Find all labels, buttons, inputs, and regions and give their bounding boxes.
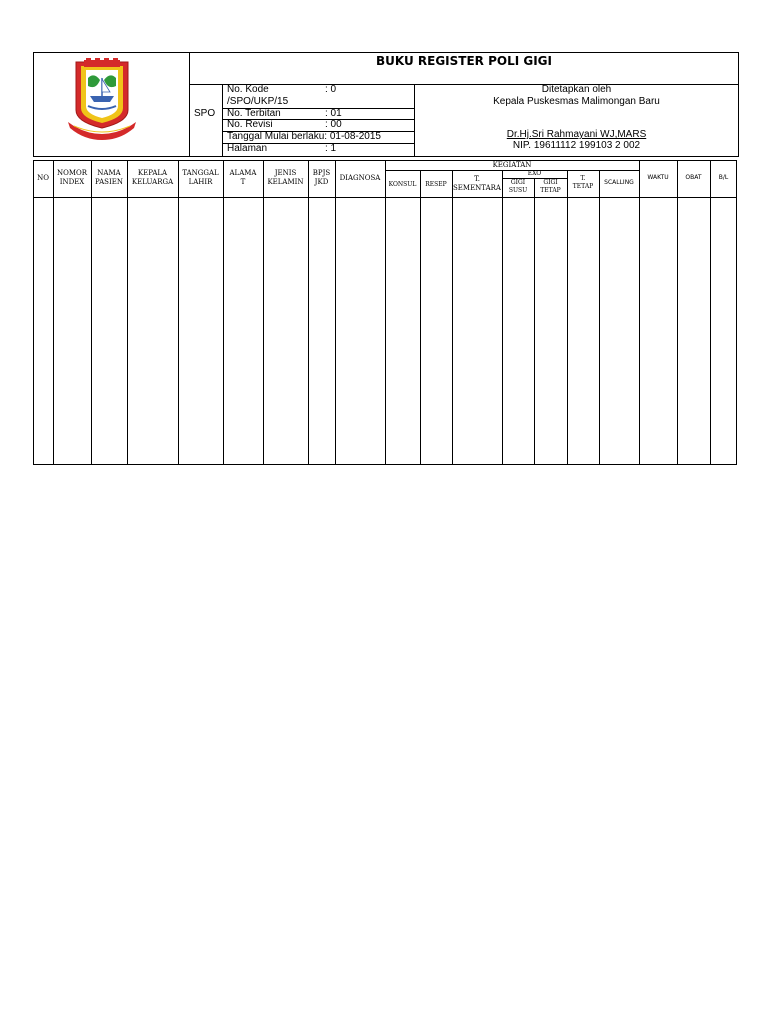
field-terbitan-value: : 01: [325, 108, 342, 119]
col-alamat-line2: T: [240, 178, 246, 186]
col-tanggal-line2: LAHIR: [188, 178, 213, 186]
col-nama-line2: PASIEN: [95, 178, 123, 186]
kegiatan-label: KEGIATAN: [492, 161, 532, 169]
col-gigi-tetap: [534, 179, 567, 195]
col-kepala-line1: KEPALA: [137, 169, 168, 177]
col-konsul: KONSUL: [388, 181, 417, 188]
col-scalling: SCALLING: [604, 179, 634, 186]
col-nama-pasien: [91, 169, 127, 187]
col-kepala-line2: KELUARGA: [131, 178, 174, 186]
field-terbitan-label: No. Terbitan: [227, 108, 281, 119]
col-line: [223, 160, 224, 465]
col-bl: B/L: [718, 174, 729, 181]
col-jenis-kelamin: [263, 169, 308, 187]
field-halaman-label: Halaman: [227, 143, 268, 154]
col-exo: EXO: [527, 170, 542, 177]
col-kepala-keluarga: [127, 169, 178, 187]
col-alamat: [223, 169, 263, 187]
col-sementara-line2: SEMENTARA: [453, 184, 501, 192]
col-jenis-line1: JENIS: [274, 169, 297, 177]
col-gigi-susu: [502, 179, 534, 195]
col-line: [91, 160, 92, 465]
field-kode-value: : 0: [325, 84, 337, 95]
field-tanggal-label: Tanggal Mulai berlaku: [227, 131, 325, 142]
col-line: [263, 160, 264, 465]
col-line: [599, 170, 600, 465]
col-line: [534, 178, 535, 465]
col-line: [677, 160, 678, 465]
col-alamat-line1: ALAMA: [229, 169, 257, 177]
col-tanggal-line1: TANGGAL: [182, 169, 219, 177]
col-line: [639, 160, 640, 465]
field-kode-label: No. Kode: [227, 84, 269, 95]
approval-signer: Dr.Hj.Sri Rahmayani WJ,MARS: [506, 129, 647, 140]
col-gigi-tetap-line1: GIGI: [543, 179, 558, 186]
col-obat: OBAT: [685, 174, 702, 181]
col-line: [567, 170, 568, 465]
logo: [64, 56, 140, 140]
col-jenis-line2: KELAMIN: [267, 178, 304, 186]
col-gigi-tetap-line2: TETAP: [540, 187, 561, 194]
col-waktu: WAKTU: [647, 174, 669, 181]
col-sementara-line1: T.: [474, 175, 480, 183]
col-line: [385, 160, 386, 465]
col-line: [502, 170, 503, 465]
col-line: [178, 160, 179, 465]
col-gigi-susu-line1: GIGI: [510, 179, 526, 186]
field-tanggal-value: : 01-08-2015: [324, 131, 381, 142]
col-t-sementara: [452, 175, 502, 193]
col-line: [335, 160, 336, 465]
col-t-tetap: [567, 175, 599, 191]
field-revisi-value: : 00: [325, 119, 342, 130]
spo-divider: [222, 84, 223, 157]
field-kode-extra: /SPO/UKP/15: [227, 96, 289, 107]
col-line: [53, 160, 54, 465]
col-diagnosa: DIAGNOSA: [339, 174, 381, 182]
col-line: [420, 170, 421, 465]
col-line: [127, 160, 128, 465]
spo-label: SPO: [194, 108, 216, 119]
approval-line2: Kepala Puskesmas Malimongan Baru: [493, 96, 660, 107]
col-line: [710, 160, 711, 465]
approval-nip: NIP. 19611112 199103 2 002: [512, 140, 641, 151]
col-line: [308, 160, 309, 465]
col-nomor-index: [53, 169, 91, 187]
col-nomor-line2: INDEX: [59, 178, 85, 186]
col-resep: RESEP: [425, 181, 447, 188]
col-nama-line1: NAMA: [97, 169, 121, 177]
col-no: NO: [37, 174, 49, 182]
col-tanggal-lahir: [178, 169, 223, 187]
col-gigi-susu-line2: SUSU: [508, 187, 528, 194]
field-revisi-label: No. Revisi: [227, 119, 273, 130]
col-nomor-line1: NOMOR: [56, 169, 88, 177]
col-bpjs-line2: JKD: [314, 178, 329, 186]
col-line: [452, 170, 453, 465]
city-emblem-icon: [64, 56, 140, 140]
field-halaman-value: : 1: [325, 143, 337, 154]
col-t-tetap-line1: T.: [580, 175, 586, 182]
page-title: BUKU REGISTER POLI GIGI: [375, 54, 552, 68]
field-tanggal: [227, 131, 381, 142]
col-t-tetap-line2: TETAP: [572, 183, 594, 190]
col-bpjs-jkd: [308, 169, 335, 187]
col-bpjs-line1: BPJS: [312, 169, 331, 177]
approval-line1: Ditetapkan oleh: [541, 84, 612, 95]
